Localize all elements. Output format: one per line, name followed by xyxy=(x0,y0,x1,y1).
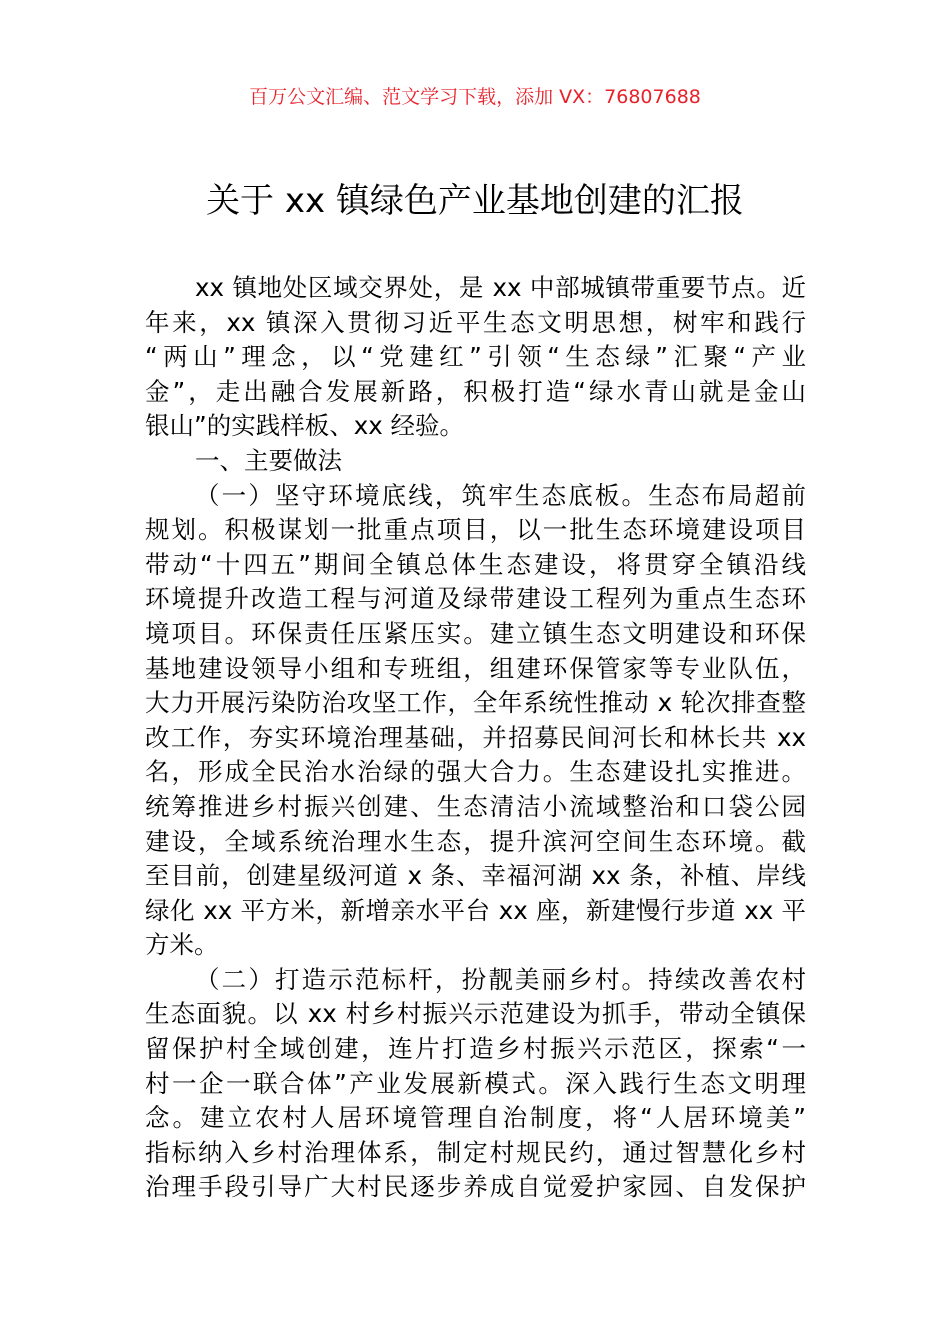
text-line: 治理手段引导广大村民逐步养成自觉爱护家园、自发保护 xyxy=(145,1172,806,1202)
text-line: 方米。 xyxy=(145,930,219,960)
text-line: “两山”理念，以“党建红”引领“生态绿”汇聚“产业 xyxy=(145,342,806,372)
document-body xyxy=(145,271,806,1205)
text-line: 一、主要做法 xyxy=(195,445,342,475)
document-title: 关于 xx 镇绿色产业基地创建的汇报 xyxy=(206,181,744,221)
text-line: 金”，走出融合发展新路，积极打造“绿水青山就是金山 xyxy=(145,376,806,406)
text-line: （一）坚守环境底线，筑牢生态底板。生态布局超前 xyxy=(195,480,806,510)
text-line: 绿化 xx 平方米，新增亲水平台 xx 座，新建慢行步道 xx 平 xyxy=(145,895,806,925)
text-line: 改工作，夯实环境治理基础，并招募民间河长和林长共 xx xyxy=(145,722,806,752)
text-line: 念。建立农村人居环境管理自治制度，将“人居环境美” xyxy=(145,1103,806,1133)
paragraph xyxy=(145,271,806,444)
text-line: 统筹推进乡村振兴创建、生态清洁小流域整治和口袋公园 xyxy=(145,791,806,821)
paragraph xyxy=(145,444,806,479)
text-line: 年来，xx 镇深入贯彻习近平生态文明思想，树牢和践行 xyxy=(145,307,806,337)
text-line: （二）打造示范标杆，扮靓美丽乡村。持续改善农村 xyxy=(195,964,806,994)
paragraph xyxy=(145,479,806,963)
text-line: 环境提升改造工程与河道及绿带建设工程列为重点生态环 xyxy=(145,584,806,614)
text-line: 留保护村全域创建，连片打造乡村振兴示范区，探索“一 xyxy=(145,1034,806,1064)
text-line: xx 镇地处区域交界处，是 xx 中部城镇带重要节点。近 xyxy=(195,273,806,302)
text-line: 生态面貌。以 xx 村乡村振兴示范建设为抓手，带动全镇保 xyxy=(145,999,806,1029)
text-line: 大力开展污染防治攻坚工作，全年系统性推动 x 轮次排查整 xyxy=(145,688,806,718)
text-line: 带动“十四五”期间全镇总体生态建设，将贯穿全镇沿线 xyxy=(145,549,806,579)
text-line: 村一企一联合体”产业发展新模式。深入践行生态文明理 xyxy=(145,1068,806,1098)
text-line: 指标纳入乡村治理体系，制定村规民约，通过智慧化乡村 xyxy=(145,1137,806,1167)
text-line: 建设，全域系统治理水生态，提升滨河空间生态环境。截 xyxy=(145,826,806,856)
paragraph xyxy=(145,963,806,1205)
text-line: 规划。积极谋划一批重点项目，以一批生态环境建设项目 xyxy=(145,515,806,545)
watermark-contact: 百万公文汇编、范文学习下载，添加 VX：76807688 xyxy=(249,86,701,108)
text-line: 境项目。环保责任压紧压实。建立镇生态文明建设和环保 xyxy=(145,618,806,648)
text-line: 名，形成全民治水治绿的强大合力。生态建设扎实推进。 xyxy=(145,757,806,787)
text-line: 基地建设领导小组和专班组，组建环保管家等专业队伍， xyxy=(145,653,806,683)
text-line: 银山”的实践样板、xx 经验。 xyxy=(145,411,464,441)
text-line: 至目前，创建星级河道 x 条、幸福河湖 xx 条，补植、岸线 xyxy=(145,861,806,891)
